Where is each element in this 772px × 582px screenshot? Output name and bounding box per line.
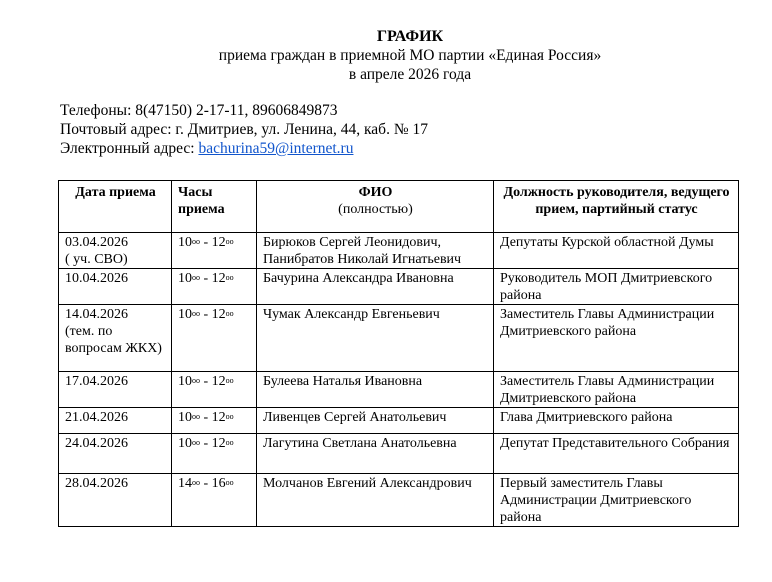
cell-time: $10^{оо} - 12^{оо}$ — [172, 434, 257, 474]
table-row — [59, 233, 739, 269]
phones-value: 8(47150) 2-17-11, 89606849873 — [135, 102, 338, 119]
cell-position: Глава Дмитриевского района — [494, 408, 739, 434]
cell-fio: Ливенцев Сергей Анатольевич — [257, 408, 494, 434]
postal-label: Почтовый адрес: — [60, 121, 172, 138]
email-label: Электронный адрес: — [60, 140, 195, 157]
cell-time: $10^{оо} - 12^{оо}$ — [172, 372, 257, 408]
cell-fio: Бирюков Сергей Леонидович, Панибратов Николай Игнатьевич — [257, 233, 494, 269]
cell-date: 28.04.2026 — [59, 474, 172, 527]
date-note: (тем. по вопросам ЖКХ) — [65, 324, 162, 356]
schedule-table — [58, 180, 739, 527]
cell-time: $14^{оо} - 16^{оо}$ — [172, 474, 257, 527]
document-subtitle: приема граждан в приемной МО партии «Единая Россия» — [218, 47, 602, 64]
column-header-fio: ФИО (полностью) — [257, 181, 494, 233]
document-title: ГРАФИК — [376, 28, 444, 45]
phones-label: Телефоны: — [60, 102, 132, 119]
cell-date: 03.04.2026 ( уч. СВО) — [59, 233, 172, 269]
table-row — [59, 372, 739, 408]
cell-time: $10^{оо} - 12^{оо}$ — [172, 408, 257, 434]
cell-fio: Бачурина Александра Ивановна — [257, 269, 494, 305]
document-header — [0, 27, 772, 84]
table-row — [59, 434, 739, 474]
cell-time: $10^{оо} - 12^{оо}$ — [172, 305, 257, 372]
cell-fio: Молчанов Евгений Александрович — [257, 474, 494, 527]
cell-date: 21.04.2026 — [59, 408, 172, 434]
cell-position: Первый заместитель Главы Администрации Дмитриевского района — [494, 474, 739, 527]
email-link[interactable]: bachurina59@internet.ru — [198, 140, 354, 157]
table-header-row — [59, 181, 739, 233]
phones-line — [60, 101, 428, 120]
date-note: ( уч. СВО) — [65, 252, 128, 267]
document-period: в апреле 2026 года — [348, 66, 472, 83]
cell-position: Депутат Представительного Собрания — [494, 434, 739, 474]
cell-date: 17.04.2026 — [59, 372, 172, 408]
postal-line — [60, 120, 428, 139]
cell-position: Заместитель Главы Администрации Дмитриевского района — [494, 372, 739, 408]
cell-date: 24.04.2026 — [59, 434, 172, 474]
cell-fio: Лагутина Светлана Анатольевна — [257, 434, 494, 474]
cell-time: $10^{оо} - 12^{оо}$ — [172, 233, 257, 269]
table-row — [59, 408, 739, 434]
cell-date: 10.04.2026 — [59, 269, 172, 305]
postal-value: г. Дмитриев, ул. Ленина, 44, каб. № 17 — [175, 121, 428, 138]
cell-position: Руководитель МОП Дмитриевского района — [494, 269, 739, 305]
cell-position: Заместитель Главы Администрации Дмитриевского района — [494, 305, 739, 372]
column-header-hours: Часы приема — [172, 181, 257, 233]
table-row — [59, 269, 739, 305]
column-header-position: Должность руководителя, ведущего прием, партийный статус — [494, 181, 739, 233]
column-header-date: Дата приема — [59, 181, 172, 233]
cell-fio: Чумак Александр Евгеньевич — [257, 305, 494, 372]
cell-position: Депутаты Курской областной Думы — [494, 233, 739, 269]
table-row — [59, 474, 739, 527]
cell-date: 14.04.2026 (тем. по вопросам ЖКХ) — [59, 305, 172, 372]
contact-info — [60, 101, 428, 158]
cell-time: $10^{оо} - 12^{оо}$ — [172, 269, 257, 305]
email-line — [60, 139, 428, 158]
table-row — [59, 305, 739, 372]
cell-fio: Булеева Наталья Ивановна — [257, 372, 494, 408]
